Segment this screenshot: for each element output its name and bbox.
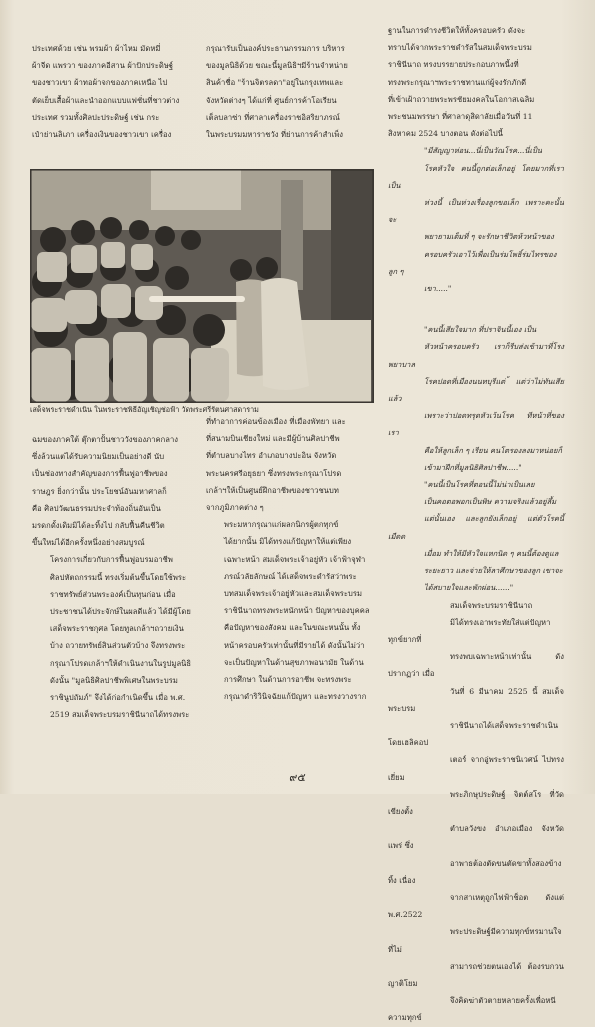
text-line: โรคหัวใจ คนนี้ถูกต่อเล็กอยู่ โดยมากที่เราเป็น [388,163,564,190]
royal-speech-quote-2 [388,321,564,476]
text-line: ภรณ์วลัยลักษณ์ ได้เสด็จพระดำรัสว่าพระ [224,571,357,581]
text-line: หน้าครอบครัวเท่านั้นที่มีรายได้ ดังนั้นไม่ว่า [224,640,365,650]
text-line: สิงหาคม 2524 บางตอน ดังต่อไปนี้ [388,129,504,139]
text-line: ตำบลวังขง อำเภอเมือง จังหวัดแพร่ ซึ่ง [388,824,564,851]
text-line: ราชินูปถัมภ์" จึงได้ก่อกำเนิดขึ้น เมื่อ พ.ศ. [50,693,186,703]
text-line: ประชาชนได้ประจักษ์ในผลดีแล้ว ได้มีผู้โดย [50,607,191,617]
text-line: ราชทรัพย์ส่วนพระองค์เป็นทุนก่อน เมื่อ [50,589,176,599]
text-line: กรุณารับเป็นองค์ประธานกรรมการ บริหาร [206,44,345,53]
text-line: ห่วงนี้ เป็นห่วงเรื่องลูกขอเล็ก เพราะคะนั้นจะ [388,198,564,225]
text-line: บ้าง ถวายทรัพย์สินส่วนตัวบ้าง จึงทรงพระ [50,641,186,651]
text-line: มรดกดั้งเดิมมิได้ละทิ้งไป กลับฟื้นคืนชีวิต [32,521,165,531]
text-line: วันที่ 6 มีนาคม 2525 นี้ สมเด็จพระบรม [388,686,564,713]
text-line: 2519 สมเด็จพระบรมราชินีนาถได้ทรงพระ [50,710,190,720]
text-line: "มีสัญญาห่อน...นี่เป็นวัณโรค...นี่เป็น [424,146,542,156]
text-line: บทสมเด็จพระเจ้าอยู่หัวและสมเด็จพระบรม [224,589,363,599]
text-line: ในพระบรมมหาราชวัง ที่ย่านการค้าสำเพ็ง [206,130,344,140]
text-line: เฉพาะหน้า สมเด็จพระเจ้าอยู่หัว เจ้าฟ้าจุฬา [224,554,366,564]
text-line: การศึกษา ในด้านการอาชีพ จะทรงพระ [224,675,352,685]
text-line: เกล้าฯให้เป็นศูนย์ฝึกอาชีพของชาวชนบท [206,485,339,495]
text-line: ประเทศ รวมทั้งศิลปะประดิษฐ์ เช่น กระ [32,112,160,122]
text-line: ทรงพระกรุณาฯพระราชทานแก่ผู้จงรักภักดี [388,77,527,87]
text-line: คือให้ลูกเล็ก ๆ เรียน คนโตรองลงมาหน่อยก็ [424,445,563,455]
text-line: ขึ้นใหม่ได้อีกครั้งหนึ่งอย่างสมบูรณ์ [32,538,145,548]
text-line: เป๋าย่านลิเภา เครื่องเงินของชาวเขา เครื่อง [32,130,172,140]
text-line: ฉมของภาคใต้ ตุ๊กตาปั้นชาววังของภาคกลาง [32,435,179,444]
text-line: ศิลปหัตถกรรมนี้ ทรงเริ่มต้นขึ้นโดยใช้พระ [50,572,187,582]
text-line: ซึ่งล้วนแต่ได้รับความนิยมเป็นอย่างดี นับ [32,452,165,462]
text-line: เสด็จพระราชกุศล โดยทูลเกล้าฯถวายเงิน [50,624,184,634]
text-line: เตอร์ จากอู่พระราชนิเวศน์ ไปทรงเยี่ยม [388,755,564,782]
text-line: ที่ทำอาการค่อนข้องเมือง ที่เมืองพัทยา และ [206,417,346,426]
text-line: เมื่อม ทำให้มีหัวใจแหกนิด ๆ คนนี้ต้องดูแล [424,548,559,558]
text-line: คือ ศิลปวัฒนธรรมประจำท้องถิ่นอันเป็น [32,503,161,513]
text-line: ระยะยาว และจ่ายให้ลาศึกษาของลูก เขาจะ [424,566,563,576]
text-line: หัวหน้าครอบครัว เราก็รีบส่งเข้ามาที่โรงพยาบาล [388,342,564,369]
text-line: พระชนมพรรษา ที่ศาลาดุสิดาลัยเมื่อวันที่ 11 [388,112,533,122]
text-line: พยายามเต็มที่ ๆ จะรักษาชีวิตห้วหน้าของ [424,232,554,242]
text-line: อาพาธต้องตัดขนตัดขาทั้งสองข้างทิ้ง เนื่อง [388,858,562,885]
text-line: ผ้าจีด แพรวา ของภาคอีสาน ผ้าปักประดิษฐ์ [32,61,174,71]
text-line: ราชินีนาถทรงพระหนักหน้า ปัญหาของบุคคล [224,606,370,616]
text-line: "คนนี้เสียใจมาก ที่ปราจินนี้เอง เป็น [424,325,537,335]
text-line: เขา....." [424,284,452,294]
left-column-top [32,40,192,143]
photo-caption: เสด็จพระราชดำเนิน ในพระราชพิธีอัญเชิญช่อฟ้า วัดพระศรีรัตนศาสดาราม [30,405,259,414]
text-line: จึงคิดฆ่าตัวตายหลายครั้งเพื่อหนีความทุกข์ [388,996,556,1023]
royal-speech-quote-1 [388,142,564,297]
text-line: คือปัญหาของสังคม และในขณะหนนั้น ทั้ง [224,623,361,633]
text-line: ที่สนามบินเชียงใหม่ และมีผู้บ้านศิลปาชีพ [206,434,340,444]
text-line: ดังนั้น "มูลนิธิศิลปาชีพพิเศษในพระบรม [50,675,178,685]
text-line: ราชินีนาถได้เสด็จพระราชดำเนินโดยเฮลิคอป [388,720,559,748]
left-bottom-para-1 [32,431,196,551]
middle-column-top [206,40,366,143]
text-line: ประเทศด้วย เช่น พรมผ้า ผ้าไหม มัดหมี่ [32,44,161,53]
text-line: ราษฎร ยิ่งกว่านั้น ประโยชน์อันมหาศาลก็ [32,486,167,496]
text-line: พระมหากรุณาแก่ผลกนิกรผู้ตกทุกข์ [224,520,339,530]
text-line: จากสาเหตุถูกไฟฟ้าช็อต ดังแต่ พ.ศ.2522 [388,892,564,920]
text-line: เต็ลบลาซ่า ที่ศาลาเครื่องราชอิสริยาภรณ์ [206,112,340,122]
text-line: มิได้ทรงเอาพระทัยใส่แต่ปัญหาทุกข์ยากที่ [388,617,551,644]
text-line: สามารถช่วยตนเองได้ ต้องรบกวนญาติโยม [388,961,564,988]
crowd-photo-illustration [31,170,373,402]
text-line: กรุณาโปรดเกล้าฯให้ดำเนินงานในรูปมูลนิธิ [50,658,192,668]
text-line: โครงการเกี่ยวกับการฟื้นฟูอบรมอาชีพ [50,555,173,565]
royal-ceremony-photo [30,169,374,403]
text-line: สินค้าชื่อ "ร้านจิตรลดา"อยู่ในกรุงเทพและ [206,78,344,88]
page-number: ๙๕ [289,771,306,784]
text-line: ที่เข้าเฝ้าถวายพระพรชัยมงคลในโอกาสเฉลิม [388,94,535,104]
text-line: เป็นคอตอพอกเป็นพิษ ความจริงแล้วอยู่ลึ้ม [424,497,557,507]
text-line: จากภูมิภาคต่าง ๆ [206,503,264,513]
text-line: "คนนี้เป็นโรคที่ตอนนี้ไม่น่าเป็นเลย [424,480,535,490]
text-line: โรคปอดที่เมืองนนทบุรีแต่ ้แต่ว่าไม่ทันเสียแล้ว [388,376,564,404]
text-line: ราชินีนาถ ทรงบรรยายประกอบภาพนี้งที่ [388,60,519,70]
left-column-bottom [32,431,196,723]
text-line: ทราบได้จากพระราชดำรัสในสมเด็จพระบรม [388,43,532,53]
text-line: แต่นั้นเอง และลูกยังเล็กอยู่ แต่ตัวโรคนี้เมืดด [388,514,564,541]
text-line: จังหวัดต่างๆ ได้แก่ที่ ศูนย์การค้าโอเรียน [206,95,337,105]
text-line: ของชาวเขา ผ้าทอผ้าจกของภาคเหนือ ไป [32,78,168,88]
text-line: ทรงพบเฉพาะหน้าเท่านั้น ดังปรากฏว่า เมื่อ [388,652,564,679]
text-line: สมเด็จพระบรมราชินีนาถ [450,600,533,610]
right-column-intro [388,22,564,142]
royal-speech-quote-3 [388,476,564,596]
middle-bottom-para-1 [206,413,372,516]
text-line: จะเป็นปัญหาในด้านสุขภาพอนามัย ในด้าน [224,657,364,667]
text-line: ที่ตำบลบางไทร อำเภอบางปะอิน จังหวัด [206,451,337,461]
text-line: พระภิกษุประดิษฐ์ จิตต์สโร ที่วัดเขียงตั้ง [388,789,564,816]
text-line: ได้ยากนั้น มิได้ทรงแก้ปัญหาให้แต่เพียง [224,537,352,547]
right-column-bottom [388,597,564,1027]
text-line: เพราะว่าปอดทรุดหัวเว้นโรค ทีหน้าที่ของเรา [388,411,564,438]
middle-column-bottom [206,413,372,705]
right-column [388,22,564,1027]
text-line: ฐานในการดำรงชีวิตให้ทั้งครอบครัว ดังจะ [388,26,526,35]
text-line: เป็นช่องทางสำคัญของการฟื้นฟูอาชีพของ [32,469,168,479]
text-line: กรุณาดำริวินิจฉัยแก้ปัญหา และทรงวางราก [224,692,367,702]
middle-bottom-para-2 [206,516,372,705]
text-line: ได้สบายใจและพักผ่อน......" [424,583,514,593]
text-line: พระประดิษฐ์มีความทุกข์ทรมานใจที่ไม่ [388,927,562,954]
text-line: ครอบครัวเอาไว้เพื่อเป็นร่มโพธิ์ร่มไทรของลูก ๆ [388,249,557,276]
text-line: ตัดเย็บเสื้อผ้าและนำออกแบบแฟชั่นที่ชาวต่าง [32,95,180,105]
text-line: เข้ามาฝึกที่มูลนิธิศิลปาชีพ....." [424,462,522,472]
text-line: พระนครศรีอยุธยา ซึ่งทรงพระกรุณาโปรด [206,468,342,478]
left-bottom-para-2 [32,551,196,723]
text-line: ของมูลนิธิด้วย ขณะนี้มูลนิธิฯมีร้านจำหน่าย [206,61,348,71]
